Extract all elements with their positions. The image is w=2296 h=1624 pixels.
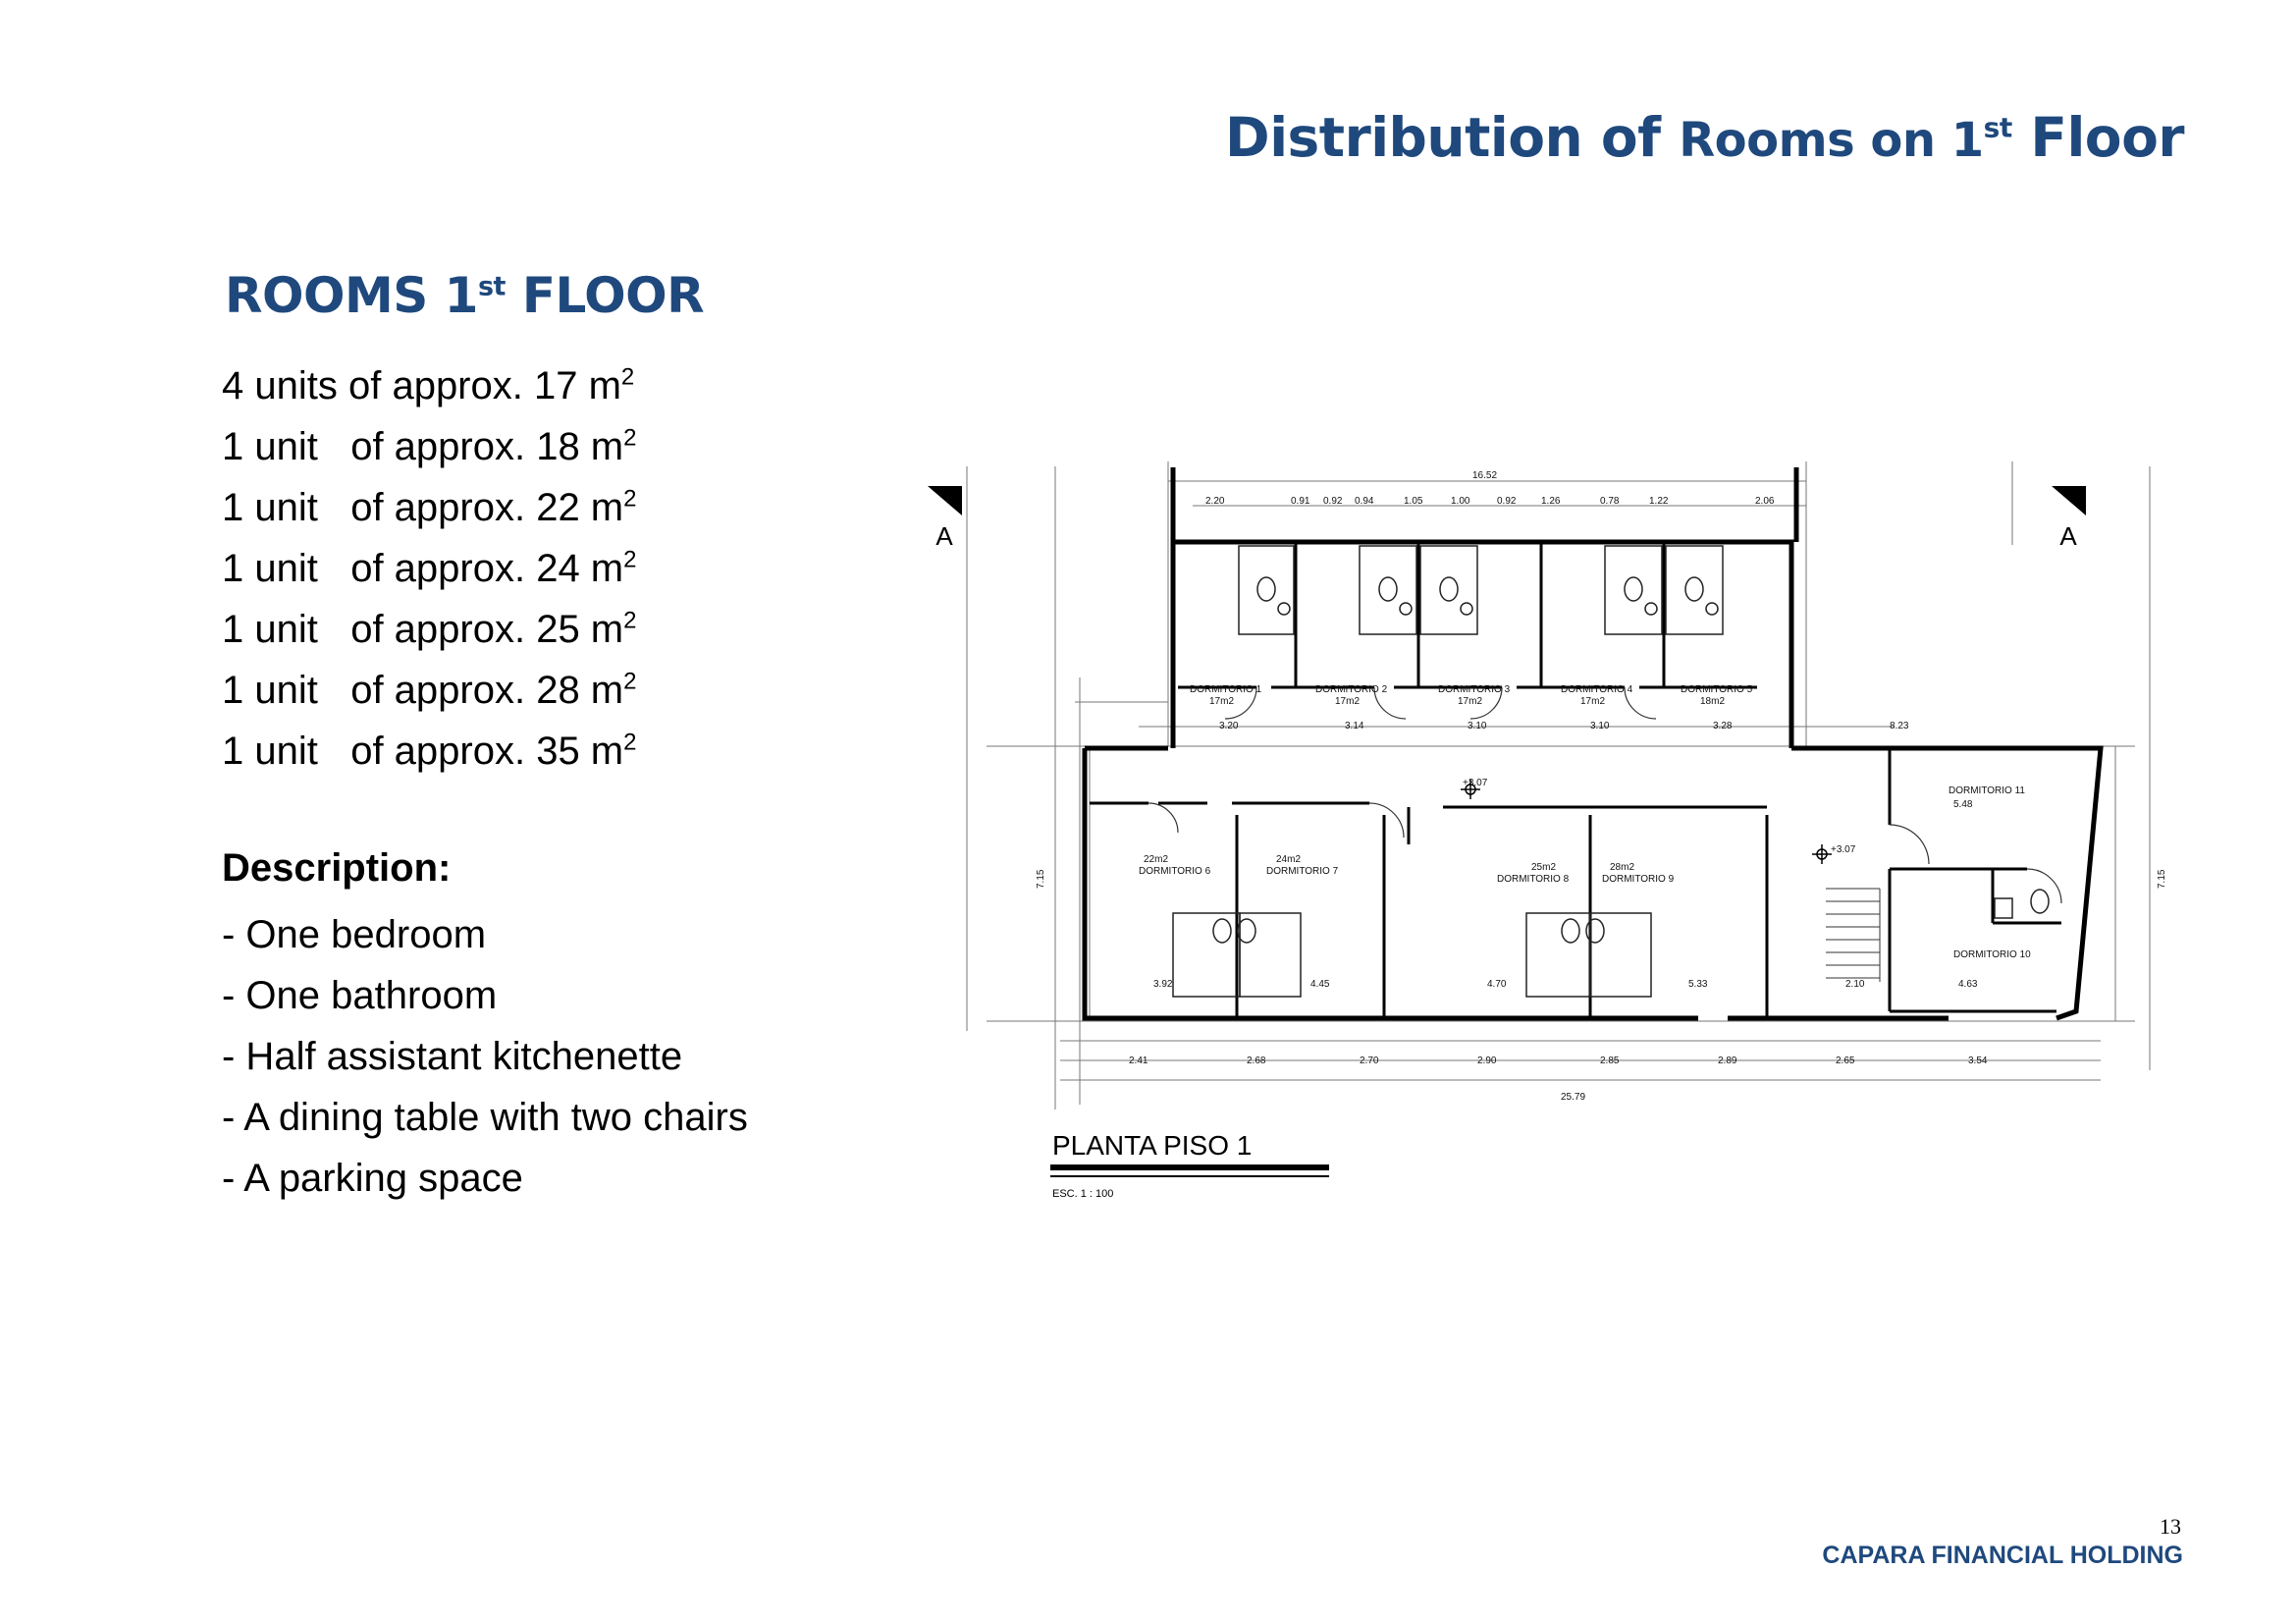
description-item: - A parking space [222,1157,523,1200]
dimension-label: 2.90 [1477,1056,1497,1066]
dimension-label: 0.78 [1600,496,1620,507]
room-area: 17m2 [1458,696,1483,707]
room-label: DORMITORIO 5 [1681,684,1753,695]
svg-text:ESC. 1 : 100: ESC. 1 : 100 [1052,1188,1114,1200]
section-marker-left [928,486,962,551]
description-item: - One bathroom [222,974,498,1017]
dimension-label: 3.20 [1219,721,1239,731]
dimension-label: 0.91 [1291,496,1310,507]
room-area: 24m2 [1276,854,1302,865]
svg-text:A: A [935,521,953,551]
section-heading-suffix: FLOOR [521,267,705,324]
company-name: CAPARA FINANCIAL HOLDING [1822,1542,2183,1569]
dimension-label: 0.94 [1355,496,1374,507]
dimension-label: 3.10 [1468,721,1487,731]
description-list [222,904,748,1209]
dimension-label: 2.89 [1718,1056,1737,1066]
dimension-label: 1.22 [1649,496,1669,507]
dimension-label: 4.70 [1487,979,1507,990]
dimension-label: 7.15 [1036,869,1046,889]
dimension-label: 7.15 [2157,869,2167,889]
page-title-sup: st [1983,111,2012,144]
room-area: 17m2 [1209,696,1235,707]
room-area: 22m2 [1144,854,1169,865]
room-label: DORMITORIO 3 [1438,684,1511,695]
room-label: DORMITORIO 4 [1561,684,1633,695]
room-area: 25m2 [1531,862,1557,873]
level-label: +3.07 [1831,844,1856,855]
dimension-label: 4.45 [1310,979,1330,990]
dimension-label: 2.20 [1205,496,1225,507]
page-title [1225,106,2184,169]
dimension-label: 0.92 [1497,496,1517,507]
dimension-label: 4.63 [1958,979,1978,990]
dimension-label: 1.00 [1451,496,1470,507]
section-heading-prefix: ROOMS 1 [225,267,478,324]
dimension-label: 3.14 [1345,721,1364,731]
room-area: 18m2 [1700,696,1726,707]
room-label: DORMITORIO 8 [1497,874,1570,885]
unit-item: 1 unit of approx. 28 $m^2$ [222,668,637,712]
dimension-label: 0.92 [1323,496,1343,507]
dimension-label: 3.54 [1968,1056,1988,1066]
unit-item: 1 unit of approx. 24 $m^2$ [222,546,637,590]
unit-item: 4 units of approx. 17 $m^2$ [222,363,635,407]
room-area: 28m2 [1610,862,1635,873]
room-label: DORMITORIO 11 [1949,785,2025,796]
unit-item: 1 unit of approx. 35 $m^2$ [222,729,637,773]
level-symbol [1461,780,1832,864]
plan-title [1050,1130,1329,1200]
dimension-label: 3.92 [1153,979,1173,990]
page-title-part3: Floor [2030,106,2184,169]
dimension-label: 2.65 [1836,1056,1855,1066]
description-item: - A dining table with two chairs [222,1096,748,1139]
plan-stairs [1826,889,1880,982]
dimension-label: 2.68 [1247,1056,1266,1066]
description-item: - Half assistant kitchenette [222,1035,683,1078]
description-heading: Description: [222,846,452,890]
section-heading-sup: st [477,271,506,302]
svg-text:A: A [2059,521,2077,551]
dimension-label: 3.10 [1590,721,1610,731]
unit-item: 1 unit of approx. 25 $m^2$ [222,607,637,651]
dimension-label: 25.79 [1561,1092,1586,1103]
dimension-label: 2.06 [1755,496,1775,507]
dimension-label: 1.26 [1541,496,1561,507]
dimension-label: 1.05 [1404,496,1423,507]
room-label: DORMITORIO 1 [1190,684,1262,695]
dimension-label: 2.70 [1360,1056,1379,1066]
plan-bathrooms [1173,546,2049,997]
dimension-label: 16.52 [1472,470,1498,481]
page-title-part2: Rooms on 1 [1679,113,1984,168]
unit-item: 1 unit of approx. 22 $m^2$ [222,485,637,529]
svg-text:PLANTA PISO 1: PLANTA PISO 1 [1052,1130,1253,1161]
dimension-label: 2.10 [1845,979,1865,990]
description-item: - One bedroom [222,913,487,956]
room-label: DORMITORIO 6 [1139,866,1211,877]
room-area: 5.48 [1953,799,1973,810]
dimension-label: 2.41 [1129,1056,1148,1066]
room-area: 17m2 [1335,696,1361,707]
floor-plan [923,454,2169,1219]
room-label: DORMITORIO 7 [1266,866,1339,877]
level-label: +3.07 [1463,778,1488,788]
dimension-label: 8.23 [1890,721,1909,731]
room-label: DORMITORIO 10 [1953,949,2031,960]
room-area: 17m2 [1580,696,1606,707]
unit-item: 1 unit of approx. 18 $m^2$ [222,424,637,468]
section-marker-right [2052,486,2086,551]
room-label: DORMITORIO 9 [1602,874,1675,885]
dimension-label: 3.28 [1713,721,1733,731]
dimension-label: 5.33 [1688,979,1708,990]
plan-partitions [1090,542,2061,1018]
section-heading [225,267,704,324]
page-number: 13 [2160,1514,2181,1539]
room-label: DORMITORIO 2 [1315,684,1388,695]
page-title-part1: Distribution of [1225,106,1661,169]
dimension-label: 2.85 [1600,1056,1620,1066]
unit-list [222,355,637,782]
